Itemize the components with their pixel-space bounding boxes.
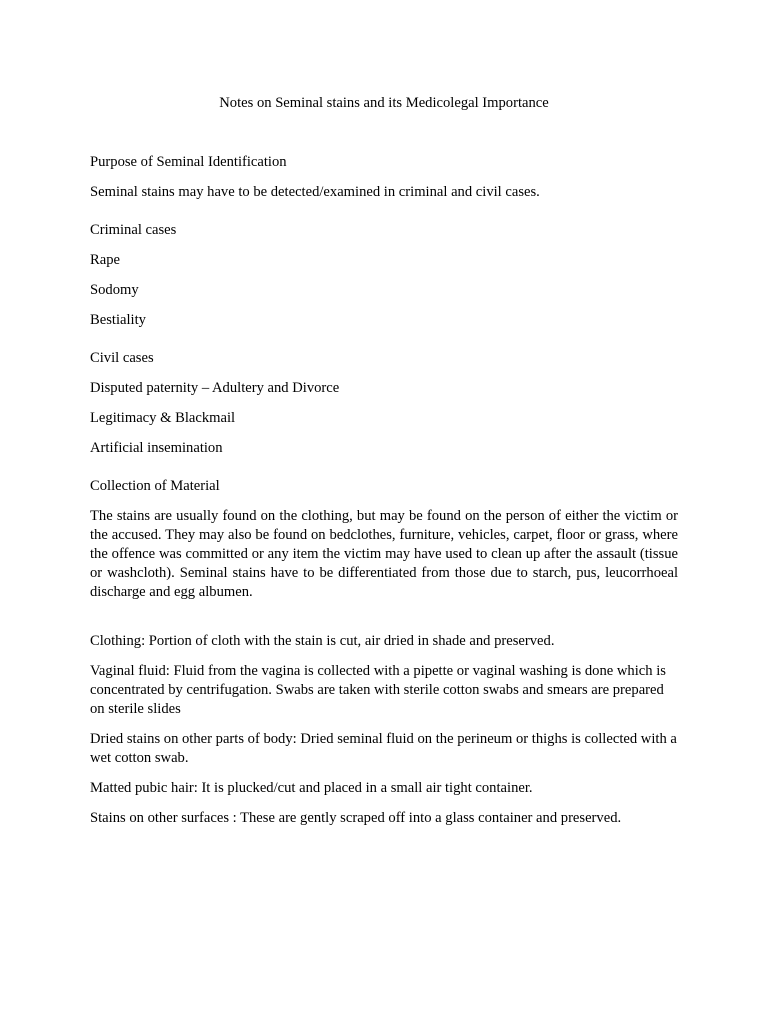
- list-item-artificial-insemination: Artificial insemination: [90, 440, 223, 456]
- section-heading-criminal-cases: Criminal cases: [90, 222, 177, 238]
- paragraph-stains-other-surfaces: Stains on other surfaces : These are gently scraped off into a glass container and preserved.: [90, 810, 622, 826]
- list-item-bestiality: Bestiality: [90, 312, 146, 328]
- section-heading-purpose: Purpose of Seminal Identification: [90, 154, 287, 170]
- paragraph-purpose: Seminal stains may have to be detected/examined in criminal and civil cases.: [90, 184, 540, 200]
- section-heading-collection: Collection of Material: [90, 478, 220, 494]
- document-title: Notes on Seminal stains and its Medicolegal Importance: [219, 95, 549, 111]
- list-item-disputed-paternity: Disputed paternity – Adultery and Divorce: [90, 380, 340, 396]
- document-body: [90, 153, 678, 839]
- list-item-rape: Rape: [90, 252, 120, 268]
- list-item-sodomy: Sodomy: [90, 282, 139, 298]
- paragraph-matted-pubic-hair: Matted pubic hair: It is plucked/cut and placed in a small air tight container.: [90, 780, 533, 796]
- paragraph-vaginal-fluid: Vaginal fluid: Fluid from the vagina is collected with a pipette or vaginal washing is done which is concentrated by centrifugation. Swabs are taken with sterile cotton swabs and smears are prepared on sterile slides: [90, 663, 666, 717]
- section-heading-civil-cases: Civil cases: [90, 350, 154, 366]
- paragraph-dried-stains: Dried stains on other parts of body: Dried seminal fluid on the perineum or thighs is collected with a wet cotton swab.: [90, 731, 677, 766]
- paragraph-collection: The stains are usually found on the clothing, but may be found on the person of either the victim or the accused. They may also be found on bedclothes, furniture, vehicles, carpet, floor or grass, where the offence was committed or any item the victim may have used to clean up after the assault (tissue or washcloth). Seminal stains have to be differentiated from those due to starch, pus, leucorrhoeal discharge and egg albumen.: [90, 508, 678, 600]
- list-item-legitimacy: Legitimacy & Blackmail: [90, 410, 236, 426]
- paragraph-clothing: Clothing: Portion of cloth with the stain is cut, air dried in shade and preserved.: [90, 633, 555, 649]
